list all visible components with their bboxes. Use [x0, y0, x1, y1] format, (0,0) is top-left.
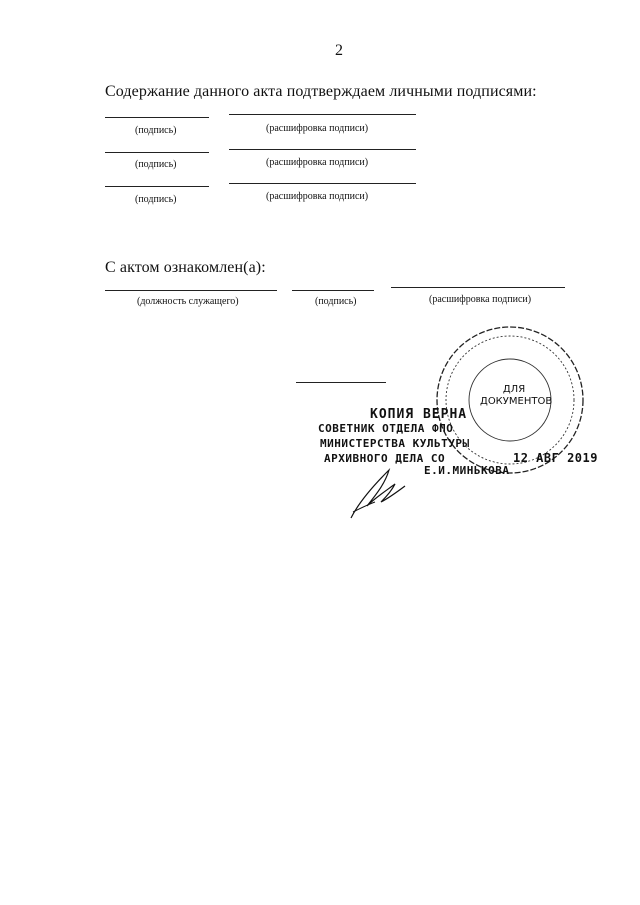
ack-decode-line	[391, 287, 565, 288]
signature-decode-line	[229, 114, 416, 115]
position-line	[105, 290, 277, 291]
signature-decode-line	[229, 149, 416, 150]
ack-signature-caption: (подпись)	[315, 296, 357, 307]
handwritten-signature-icon	[345, 462, 415, 524]
certification-line-2: МИНИСТЕРСТВА КУЛЬТУРЫ	[320, 437, 470, 450]
page-number: 2	[335, 42, 343, 59]
signature-decode-caption: (расшифровка подписи)	[266, 191, 369, 202]
ack-decode-caption: (расшифровка подписи)	[429, 294, 532, 305]
signature-decode-line	[229, 183, 416, 184]
seal-line-2: ДОКУМЕНТОВ	[480, 396, 553, 407]
certification-date: 12 АВГ 2019	[513, 451, 598, 465]
ack-signature-line	[292, 290, 374, 291]
signature-line	[105, 117, 209, 118]
signature-decode-caption: (расшифровка подписи)	[266, 123, 369, 134]
certification-line-3: АРХИВНОГО ДЕЛА СО	[324, 452, 446, 465]
seal-line-1: ДЛЯ	[502, 384, 526, 395]
certification-name: Е.И.МИНЬКОВА	[424, 464, 510, 477]
signature-line	[105, 152, 209, 153]
signature-caption: (подпись)	[135, 125, 177, 136]
position-caption: (должность служащего)	[137, 296, 239, 307]
certification-line-1: СОВЕТНИК ОТДЕЛА ФПО	[318, 422, 454, 435]
signature-caption: (подпись)	[135, 159, 177, 170]
act-heading: Содержание данного акта подтверждаем личными подписями:	[105, 83, 537, 100]
certification-title: КОПИЯ ВЕРНА	[370, 407, 468, 422]
signature-caption: (подпись)	[135, 194, 177, 205]
signature-decode-caption: (расшифровка подписи)	[266, 157, 369, 168]
extra-line	[296, 382, 386, 383]
signature-line	[105, 186, 209, 187]
ack-heading: С актом ознакомлен(а):	[105, 259, 266, 276]
